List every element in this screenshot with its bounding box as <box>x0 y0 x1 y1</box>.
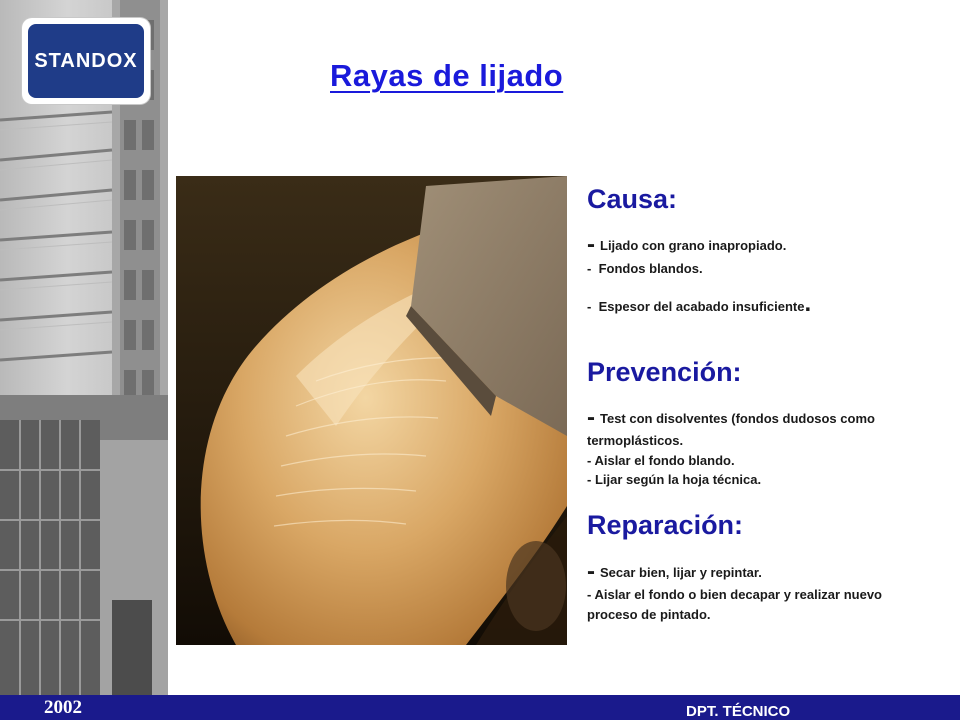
logo-text: STANDOX <box>34 49 138 72</box>
building-background-image <box>0 0 168 695</box>
causa-item-2-text: Fondos blandos. <box>598 261 703 276</box>
bullet-dash: - <box>587 261 592 276</box>
prevencion-item-4: - Lijar según la hoja técnica. <box>587 472 762 487</box>
standox-logo <box>22 18 150 104</box>
sanding-scratches-photo <box>176 176 567 645</box>
prevencion-item-3: - Aislar el fondo blando. <box>587 453 735 468</box>
reparacion-item-3: proceso de pintado. <box>587 607 711 622</box>
prevencion-item-1-text: Test con disolventes (fondos dudosos como <box>600 411 875 426</box>
causa-item-3-text: Espesor del acabado insuficiente <box>598 299 805 314</box>
building-illustration <box>0 0 168 695</box>
footer-bar <box>0 695 960 720</box>
prevencion-item-2: termoplásticos. <box>587 433 684 448</box>
bullet-dash: - <box>587 231 595 258</box>
causa-item-3 <box>587 290 811 318</box>
causa-item-1-text: Lijado con grano inapropiado. <box>600 238 787 253</box>
car-panel-illustration <box>176 176 567 645</box>
footer-year: 2002 <box>44 697 82 718</box>
reparacion-heading: Reparación: <box>587 510 744 540</box>
bullet-dash: - <box>587 558 595 585</box>
logo-panel <box>28 24 144 98</box>
reparacion-item-2: - Aislar el fondo o bien decapar y realizar nuevo <box>587 587 882 602</box>
bullet-dash: - <box>587 299 592 314</box>
page-title: Rayas de lijado <box>330 58 564 93</box>
prevencion-item-1 <box>587 404 875 432</box>
prevencion-heading: Prevención: <box>587 357 742 387</box>
causa-item-3-end: . <box>804 290 812 317</box>
causa-item-1 <box>587 231 786 259</box>
causa-heading: Causa: <box>587 184 678 214</box>
causa-item-2 <box>587 261 703 276</box>
reparacion-item-1 <box>587 558 762 586</box>
bullet-dash: - <box>587 404 595 431</box>
reparacion-item-1-text: Secar bien, lijar y repintar. <box>600 565 762 580</box>
footer-department: DPT. TÉCNICO <box>686 703 791 720</box>
